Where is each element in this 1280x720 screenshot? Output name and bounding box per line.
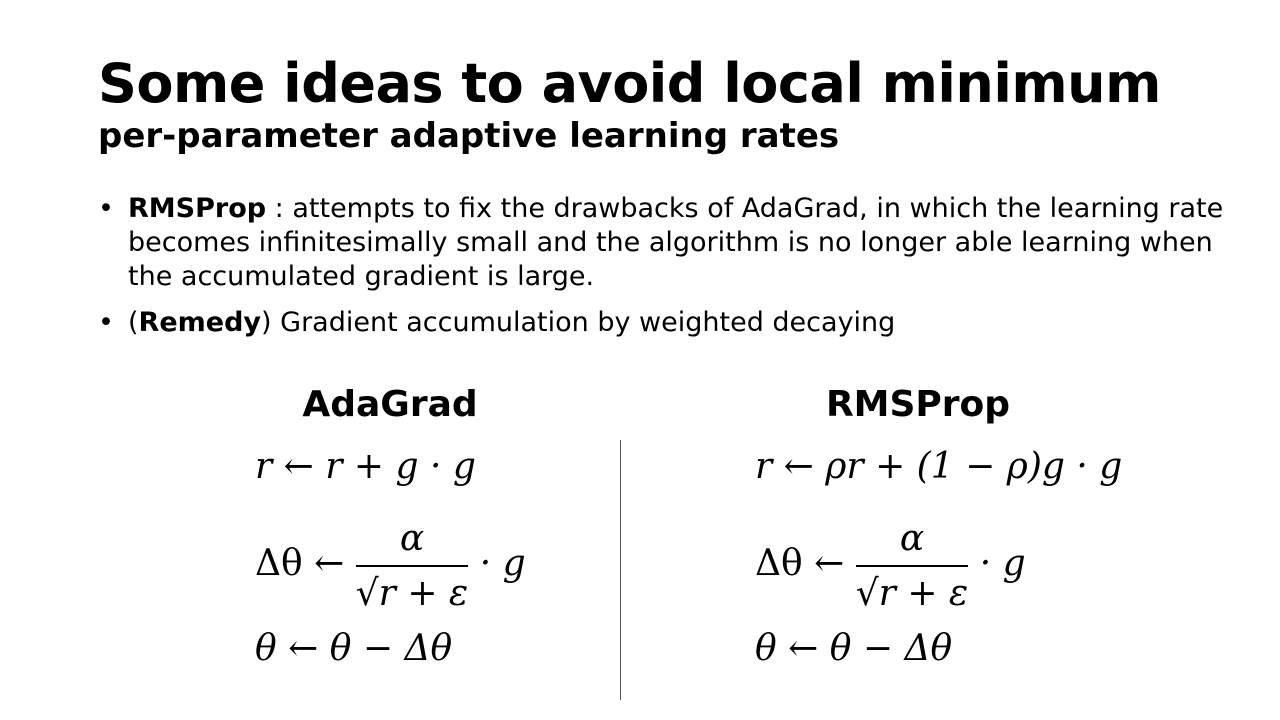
- adagrad-eq2-lhs: Δθ ←: [255, 543, 345, 584]
- rmsprop-fraction: [856, 518, 969, 614]
- bullet-list: [98, 192, 1248, 352]
- rmsprop-equation-2: [755, 518, 1026, 614]
- adagrad-heading: AdaGrad: [302, 384, 478, 425]
- adagrad-eq1-text: r ← r + g · g: [255, 446, 476, 487]
- adagrad-equation-1: [255, 446, 476, 487]
- bullet-rmsprop: [98, 192, 1248, 294]
- adagrad-eq2-rhs: · g: [479, 543, 526, 584]
- bullet-marker: •: [98, 307, 114, 338]
- bullet-text: : attempts to fix the drawbacks of AdaGrad, in which the learning rate becomes infinitesimally small and the algorithm is no longer able learning when the accumulated gradient is large.: [128, 193, 1224, 292]
- adagrad-fraction: [356, 518, 469, 614]
- column-divider: [620, 440, 621, 700]
- rmsprop-heading: RMSProp: [825, 384, 1011, 425]
- rmsprop-fraction-numerator: α: [856, 518, 969, 567]
- adagrad-equation-2: [255, 518, 526, 614]
- bullet-prefix: (: [128, 307, 139, 338]
- rmsprop-eq3-text: θ ← θ − Δθ: [755, 628, 953, 669]
- bullet-text: ) Gradient accumulation by weighted decaying: [261, 307, 896, 338]
- bullet-bold-term: RMSProp: [128, 193, 267, 224]
- rmsprop-eq2-lhs: Δθ ←: [755, 543, 845, 584]
- slide-subtitle: per-parameter adaptive learning rates: [98, 116, 840, 156]
- rmsprop-equation-3: [755, 628, 952, 669]
- adagrad-equation-3: [255, 628, 452, 669]
- bullet-remedy: [98, 306, 1248, 340]
- rmsprop-eq2-rhs: · g: [979, 543, 1026, 584]
- adagrad-eq3-text: θ ← θ − Δθ: [255, 628, 453, 669]
- rmsprop-equation-1: [755, 446, 1122, 487]
- rmsprop-eq1-text: r ← ρr + (1 − ρ)g · g: [755, 446, 1123, 487]
- rmsprop-fraction-denominator: √r + ε: [855, 573, 969, 614]
- adagrad-fraction-denominator: √r + ε: [355, 573, 469, 614]
- adagrad-fraction-numerator: α: [356, 518, 469, 567]
- bullet-marker: •: [98, 193, 114, 224]
- slide-title: Some ideas to avoid local minimum: [98, 52, 1161, 115]
- bullet-bold-term: Remedy: [138, 307, 262, 338]
